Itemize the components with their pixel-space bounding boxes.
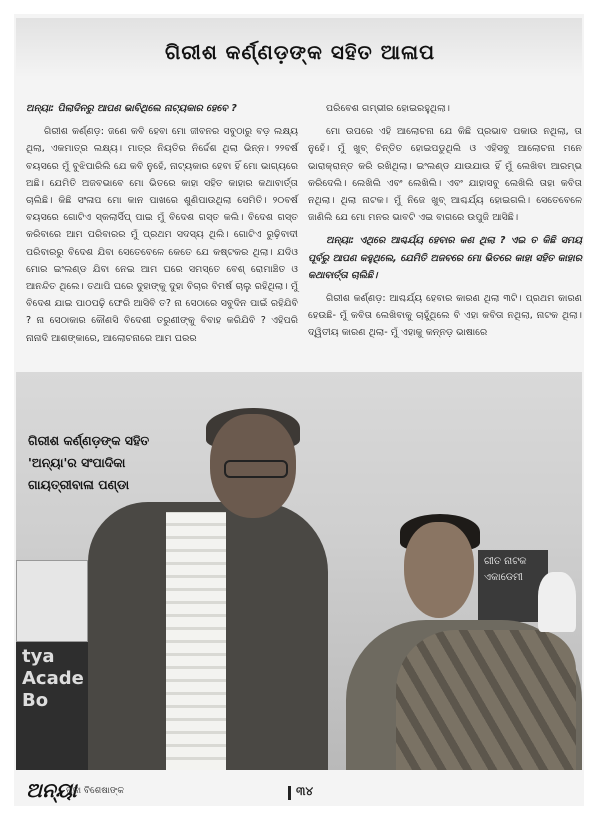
right-column bbox=[308, 100, 582, 348]
glasses bbox=[224, 460, 288, 478]
left-column bbox=[26, 100, 298, 353]
caption-line: 'ଅନ୍ୟା'ର ସଂପାଦିକା bbox=[28, 455, 126, 470]
stole bbox=[166, 512, 226, 770]
page-number: ୩୪ bbox=[296, 784, 314, 798]
answer-paragraph: ମୋ ଉପରେ ଏହି ଆଲୋଚନା ଯେ କିଛି ପ୍ରଭାବ ପକାଉ ନଥିଲା, ତା ନୁହେଁ। ମୁଁ ଖୁବ୍ ଚିନ୍ତିତ ହୋଇପଡୁଥିଲି ଓ ଏହିସବୁ ଆଲୋଚନା ମନେ ଭାରାକ୍ରାନ୍ତ କରି ରଖିଥିଲା। ଇଂଲଣ୍ଡ ଯାଉଯାଉ ହିଁ ମୁଁ ଲେଖିବା ଆରମ୍ଭ କରିଦେଲି। ଲେଖିଲି ଏବଂ ଲେଖିଲି। ଏବଂ ଯାହାସବୁ ଲେଖିଲି ତାହା କବିତା ନଥିଲା। ଥିଲା ନାଟକ। ମୁଁ ନିଜେ ଖୁବ୍ ଆଶ୍ଚର୍ଯ୍ୟ ହୋଇଗଲି। ସେତେବେଳେ ଜାଣିଲି ଯେ ମୋ ମନର ଭାବଟି ଏଇ ବାଗରେ ଉପୁଜି ଆସିଛି। bbox=[308, 126, 582, 224]
academy-banner: tya Acade Bo bbox=[16, 642, 94, 770]
magazine-logo: ଅନ୍ୟା bbox=[26, 778, 77, 802]
sari bbox=[396, 630, 576, 770]
banner-logo bbox=[16, 560, 88, 642]
footer-divider bbox=[288, 786, 291, 800]
caption-line: ଗିରୀଶ କର୍ଣ୍ଣଡ଼ଙ୍କ ସହିତ bbox=[28, 433, 150, 448]
chef-figurine bbox=[538, 572, 576, 632]
photo-caption bbox=[28, 430, 228, 496]
interview-question: ଅନ୍ୟା: ପିଲାଦିନରୁ ଆପଣ ଭାବିଥିଲେ ନାଟ୍ୟକାର ହେବେ ? bbox=[26, 103, 237, 114]
interview-answer: ଗିରୀଶ କର୍ଣ୍ଣଡ଼: ଜଣେ କବି ହେବା ମୋ ଜୀବନର ସବୁଠାରୁ ବଡ଼ ଲକ୍ଷ୍ୟ ଥିଲା, ଏକମାତ୍ର ଲକ୍ଷ୍ୟ। ମାତ୍ର ନିୟତିର ନିର୍ଦ୍ଦେଶ ଥିଲା ଭିନ୍ନ। ୨୨ବର୍ଷ ବୟସରେ ମୁଁ ବୁଝିପାରିଲି ଯେ କବି ନୁହେଁ, ନାଟ୍ୟକାର ହେବା ହିଁ ମୋ ଭାଗ୍ୟରେ ଅଛି। ଯେମିତି ଅଜବଭାବେ ମୋ ଭିତରେ କାହା ସହିତ କାହାର କଥାବାର୍ତ୍ତା ଚାଲିଛି। କିଛି ସଂଳାପ ମୋ କାନ ପାଖରେ ଶୁଣିପାଉଥିଲା ସେମିତି। ୨୦ବର୍ଷ ବୟସରେ ଗୋଟିଏ ସ୍କଲାର୍ସିପ୍ ପାଇ ମୁଁ ବିଦେଶ ଗସ୍ତ କଲି। ବିଦେଶ ଗସ୍ତ କରିବାରେ ଆମ ପରିବାରର ମୁଁ ପ୍ରଥମ ସଦସ୍ୟ ଥିଲି। ଗୋଟିଏ ରୁଢ଼ିବାଦୀ ପରିବାରରୁ ବିଦେଶ ଯିବା ସେତେବେଳେ କେତେ ଯେ କଷ୍ଟକର ଥିଲା। ଯଦିଓ ମୋର ଇଂଲଣ୍ଡ ଯିବା ନେଇ ଆମ ଘରେ ସମସ୍ତେ ବେଶ୍ ରୋମାଞ୍ଚିତ ଓ ଆନନ୍ଦିତ ଥିଲେ। ତଥାପି ଘରେ ଦୁହାଙ୍କୁ ଦୁହା ବିଚାର ବିମର୍ଷ ଚାଲୁ ରହିଥିଲା। ମୁଁ ବିଦେଶ ଯାଇ ପାଠପଢ଼ି ଫେରି ଆସିବି ତ? ନା ସେଠାରେ ସବୁଦିନ ପାଇଁ ରହିଯିବି ? ନା ସେଠାକାର କୌଣସି ବିଦେଶୀ ତରୁଣୀଙ୍କୁ ବିବାହ କରିଯିବି ? ଏହିପରି ନାନାଦି ଆଶଙ୍କାରେ, ଆଲୋଚନାରେ ଆମ ଘରର bbox=[26, 126, 298, 344]
issue-label: ପୂଜା ବିଶେଷାଙ୍କ bbox=[66, 786, 125, 796]
interview-answer: ଗିରୀଶ କର୍ଣ୍ଣଡ଼: ଆଶ୍ଚର୍ଯ୍ୟ ହେବାର କାରଣ ଥିଲା ୩ଟି। ପ୍ରଥମ କାରଣ ହେଉଛି- ମୁଁ କବିତା ଲେଖିବାକୁ ଚାହୁଁଥିଲେ ବି ଏହା କବିତା ନଥିଲା, ନାଟକ ଥିଲା। ଦ୍ୱିତୀୟ କାରଣ ଥିଲା- ମୁଁ ଏହାକୁ କନ୍ନଡ଼ ଭାଷାରେ bbox=[308, 293, 582, 339]
article-title: ଗିରୀଶ କର୍ଣ୍ଣଡ଼ଙ୍କ ସହିତ ଆଳାପ bbox=[164, 40, 436, 64]
interview-question: ଅନ୍ୟା: ଏଥିରେ ଆଶ୍ଚର୍ଯ୍ୟ ହେବାର କଣ ଥିଲା ? ଏଇ ତ କିଛି ସମୟ ପୂର୍ବରୁ ଆପଣ କହୁଥିଲେ, ଯେମିତି ଅଜବରେ ମୋ ଭିତରେ କାହା ସହିତ କାହାର କଥାବାର୍ତ୍ତା ଚାଲିଛି। bbox=[308, 235, 582, 281]
woman-face bbox=[404, 522, 474, 618]
academy-sign: ଗୀତ ନାଟକ ଏକାଡେମୀ bbox=[478, 550, 548, 622]
caption-line: ଗାୟତ୍ରୀବାଳା ପଣ୍ଡା bbox=[28, 477, 130, 492]
answer-continuation: ପରିବେଶ ଗମ୍ଭୀର ହୋଇରହୁଥିଲା। bbox=[326, 103, 450, 114]
